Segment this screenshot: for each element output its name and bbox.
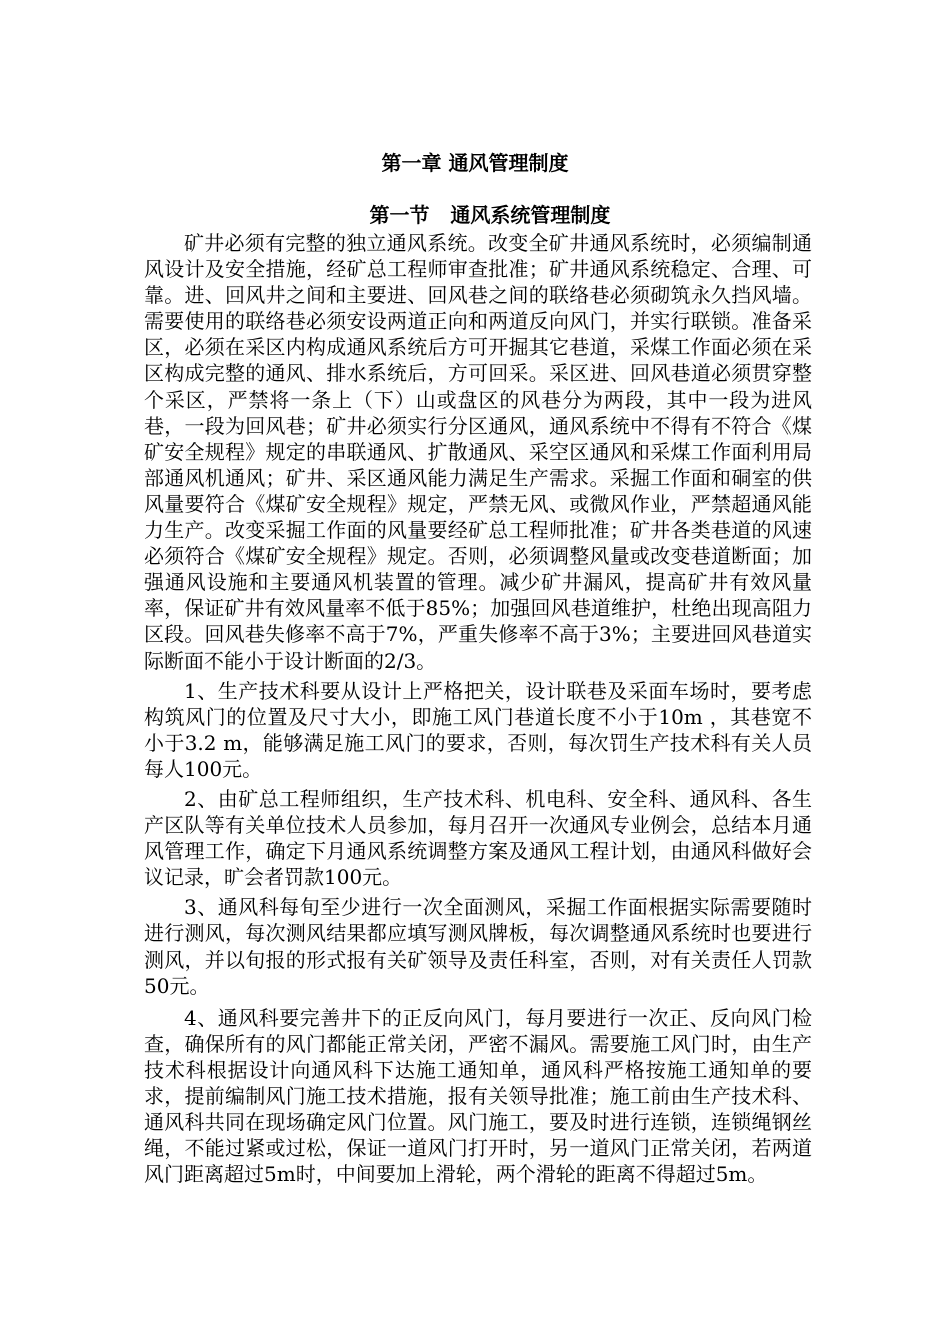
paragraph-item-2: 2、由矿总工程师组织，生产技术科、机电科、安全科、通风科、各生产区队等有关单位技术人员参加，每月召开一次通风专业例会，总结本月通风管理工作，确定下月通风系统调整方案及通风工程计划，由通风科做好会议记录，旷会者罚款100元。 — [144, 786, 812, 890]
paragraph-item-4: 4、通风科要完善井下的正反向风门，每月要进行一次正、反向风门检查，确保所有的风门都能正常关闭，严密不漏风。需要施工风门时，由生产技术科根据设计向通风科下达施工通知单，通风科严格按施工通知单的要求，提前编制风门施工技术措施，报有关领导批准；施工前由生产技术科、通风科共同在现场确定风门位置。风门施工，要及时进行连锁，连锁绳钢丝绳，不能过紧或过松，保证一道风门打开时，另一道风门正常关闭，若两道风门距离超过5m时，中间要加上滑轮，两个滑轮的距离不得超过5m。 — [144, 1005, 812, 1187]
section-title: 第一节 通风系统管理制度 — [369, 203, 611, 227]
paragraph-intro: 矿井必须有完整的独立通风系统。改变全矿井通风系统时，必须编制通风设计及安全措施，经矿总工程师审查批准；矿井通风系统稳定、合理、可靠。进、回风井之间和主要进、回风巷之间的联络巷必须砌筑永久挡风墙。需要使用的联络巷必须安设两道正向和两道反向风门，并实行联锁。准备采区，必须在采区内构成通风系统后方可开掘其它巷道，采煤工作面必须在采区构成完整的通风、排水系统后，方可回采。采区进、回风巷道必须贯穿整个采区，严禁将一条上（下）山或盘区的风巷分为两段，其中一段为进风巷，一段为回风巷；矿井必须实行分区通风，通风系统中不得有不符合《煤矿安全规程》规定的串联通风、扩散通风、采空区通风和采煤工作面利用局部通风机通风；矿井、采区通风能力满足生产需求。采掘工作面和硐室的供风量要符合《煤矿安全规程》规定，严禁无风、或微风作业，严禁超通风能力生产。改变采掘工作面的风量要经矿总工程师批准；矿井各类巷道的风速必须符合《煤矿安全规程》规定。否则，必须调整风量或改变巷道断面；加强通风设施和主要通风机装置的管理。减少矿井漏风，提高矿井有效风量率，保证矿井有效风量率不低于85%；加强回风巷道维护，杜绝出现高阻力区段。回风巷失修率不高于7%，严重失修率不高于3%；主要进回风巷道实际断面不能小于设计断面的2/3。 — [144, 231, 812, 673]
body-text — [144, 230, 812, 1187]
chapter-title: 第一章 通风管理制度 — [381, 151, 569, 175]
paragraph-item-1: 1、生产技术科要从设计上严格把关，设计联巷及采面车场时，要考虑构筑风门的位置及尺寸大小，即施工风门巷道长度不小于10m ，其巷宽不小于3.2 m，能够满足施工风门的要求，否则，每次罚生产技术科有关人员每人100元。 — [144, 678, 812, 781]
paragraph-item-3: 3、通风科每旬至少进行一次全面测风，采掘工作面根据实际需要随时进行测风，每次测风结果都应填写测风牌板，每次调整通风系统时也要进行测风，并以旬报的形式报有关矿领导及责任科室，否则，对有关责任人罚款50元。 — [144, 895, 812, 998]
